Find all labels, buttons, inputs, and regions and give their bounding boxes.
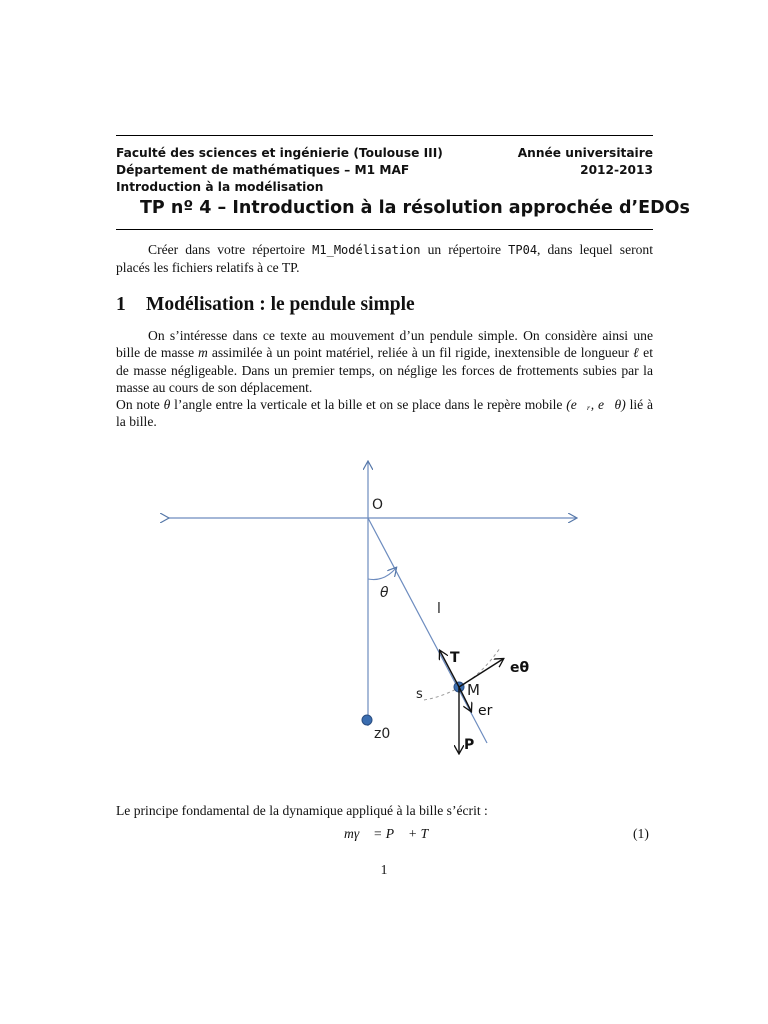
label-etheta: eθ: [510, 660, 530, 676]
body-text: et de masse négligeable. Dans un premier temps, on néglige les forces de frottements subies par la masse au cours de son déplacement.: [116, 345, 653, 396]
math-ell: ℓ: [633, 345, 640, 361]
math-frame: (e⃗ᵣ, e⃗θ): [566, 397, 626, 412]
body-text: On note: [116, 397, 164, 412]
unit-vector-etheta: [459, 659, 503, 687]
institution: Faculté des sciences et ingénierie (Toulouse III): [116, 146, 443, 160]
department: Département de mathématiques – M1 MAF: [116, 163, 410, 177]
intro-text-1: Créer dans votre répertoire: [148, 242, 313, 257]
academic-years: 2012-2013: [580, 163, 653, 177]
label-z0: z0: [374, 726, 391, 742]
equation-formula: [344, 826, 439, 842]
rest-position-point: [362, 715, 372, 725]
angle-theta-arc: [368, 568, 396, 580]
directory-name-1: M1_Modélisation: [312, 243, 421, 257]
body-text: On s’intéresse dans ce texte au mouvement d’un pendule simple. On considère ainsi une bille de masse: [116, 328, 653, 361]
directory-name-2: TP04: [508, 243, 538, 257]
equation-intro: Le principe fondamental de la dynamique appliqué à la bille s’écrit :: [116, 803, 488, 818]
page-title: TP nº 4 – Introduction à la résolution approchée d’EDOs: [140, 198, 690, 218]
label-origin-O: O: [372, 497, 384, 513]
page-number: 1: [380, 862, 388, 877]
pendulum-string: [368, 518, 487, 743]
label-weight-P: P: [464, 737, 475, 753]
label-arc-s: s: [416, 687, 423, 702]
formula-text: mγ⃗ = P⃗ + T⃗: [344, 826, 439, 841]
body-text: assimilée à un point matériel, reliée à un fil rigide, inextensible de longueur: [207, 345, 634, 361]
body-text: lié à la bille.: [116, 397, 653, 430]
label-angle-theta: θ: [380, 585, 389, 601]
section-number: 1: [116, 294, 126, 315]
label-er: er: [478, 703, 493, 719]
math-m: m: [198, 345, 208, 361]
academic-year-label: Année universitaire: [517, 146, 653, 160]
course-name: Introduction à la modélisation: [116, 180, 324, 194]
body-text: l’angle entre la verticale et la bille et on se place dans le repère mobile: [170, 397, 567, 412]
intro-text-2: un répertoire: [420, 242, 509, 257]
section-title: Modélisation : le pendule simple: [146, 294, 415, 315]
label-length-l: l: [437, 601, 441, 617]
intro-text-3: , dans lequel seront placés les fichiers relatifs à ce TP.: [116, 242, 653, 276]
label-mass-M: M: [467, 681, 480, 699]
equation-number: (1): [633, 826, 649, 841]
math-theta: θ: [163, 397, 171, 412]
label-tension-T: T: [450, 650, 460, 666]
